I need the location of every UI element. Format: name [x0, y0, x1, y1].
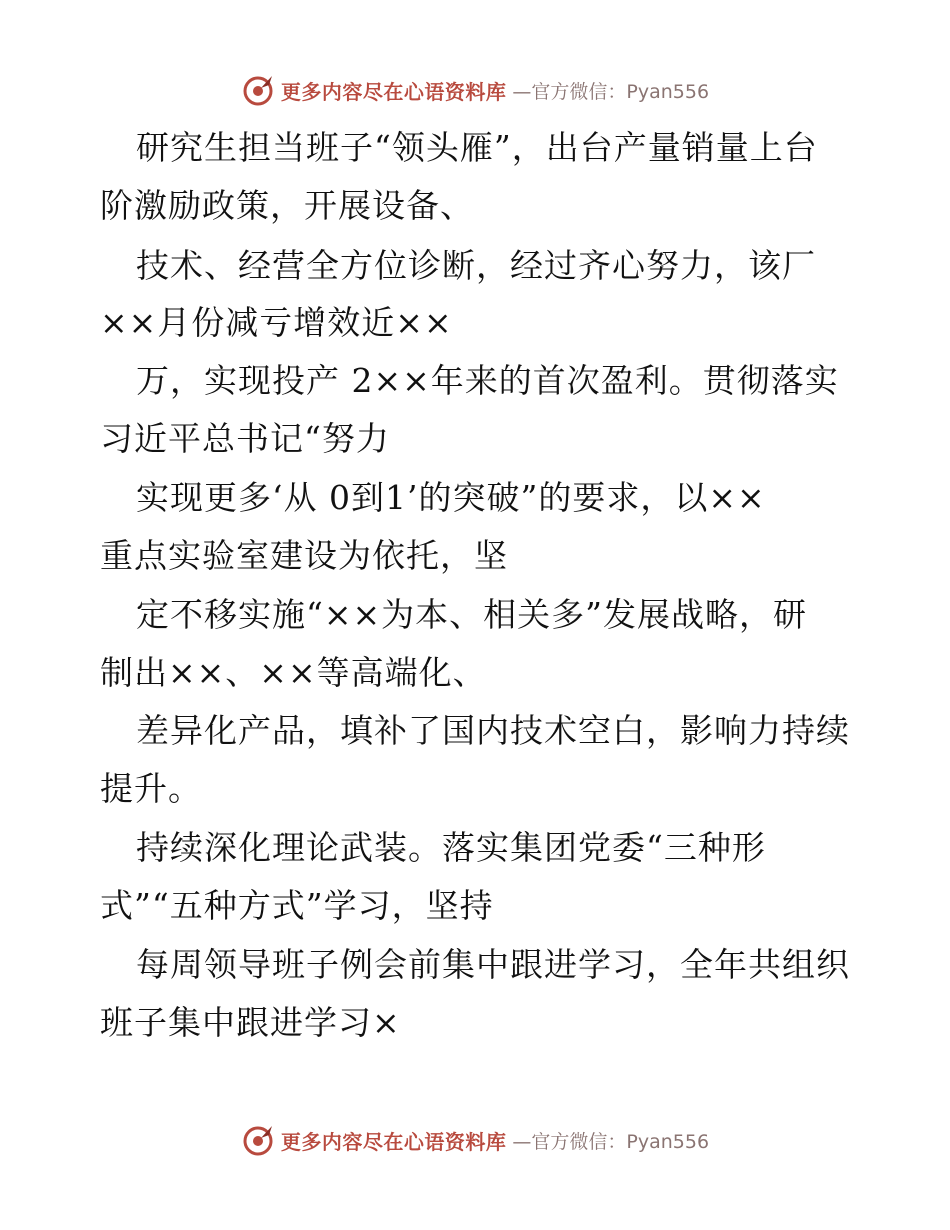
text-line: 重点实验室建设为依托，坚 — [100, 536, 508, 575]
quill-logo-icon — [241, 1123, 275, 1157]
watermark-sub-text: —官方微信：Pyan556 — [512, 1130, 710, 1153]
text-line: 每周领导班子例会前集中跟进学习，全年共组织 — [136, 945, 850, 984]
text-line: 万，实现投产 2××年来的首次盈利。贯彻落实 — [136, 361, 839, 400]
text-line: 习近平总书记“努力 — [100, 419, 390, 458]
watermark-sub-text: —官方微信：Pyan556 — [512, 80, 710, 103]
text-line: 技术、经营全方位诊断，经过齐心努力，该厂 — [136, 246, 816, 285]
text-line: ××月份减亏增效近×× — [100, 303, 453, 342]
text-line: 实现更多‘从 0到1’的突破”的要求，以×× — [136, 478, 766, 517]
text-line: 班子集中跟进学习× — [100, 1003, 401, 1042]
text-line: 式”“五种方式”学习，坚持 — [100, 886, 494, 925]
text-line: 阶激励政策，开展设备、 — [100, 186, 474, 225]
text-line: 定不移实施“××为本、相关多”发展战略，研 — [136, 595, 808, 634]
text-line: 研究生担当班子“领头雁”，出台产量销量上台 — [136, 128, 818, 167]
text-line: 差异化产品，填补了国内技术空白，影响力持续 — [136, 711, 850, 750]
footer-watermark — [0, 1120, 950, 1160]
quill-logo-icon — [241, 73, 275, 107]
text-line: 制出××、××等高端化、 — [100, 653, 487, 692]
watermark-main-text: 更多内容尽在心语资料库 — [280, 79, 507, 104]
text-line: 提升。 — [100, 769, 202, 808]
text-line: 持续深化理论武装。落实集团党委“三种形 — [136, 828, 766, 867]
watermark-main-text: 更多内容尽在心语资料库 — [280, 1129, 507, 1154]
header-watermark — [0, 70, 950, 110]
